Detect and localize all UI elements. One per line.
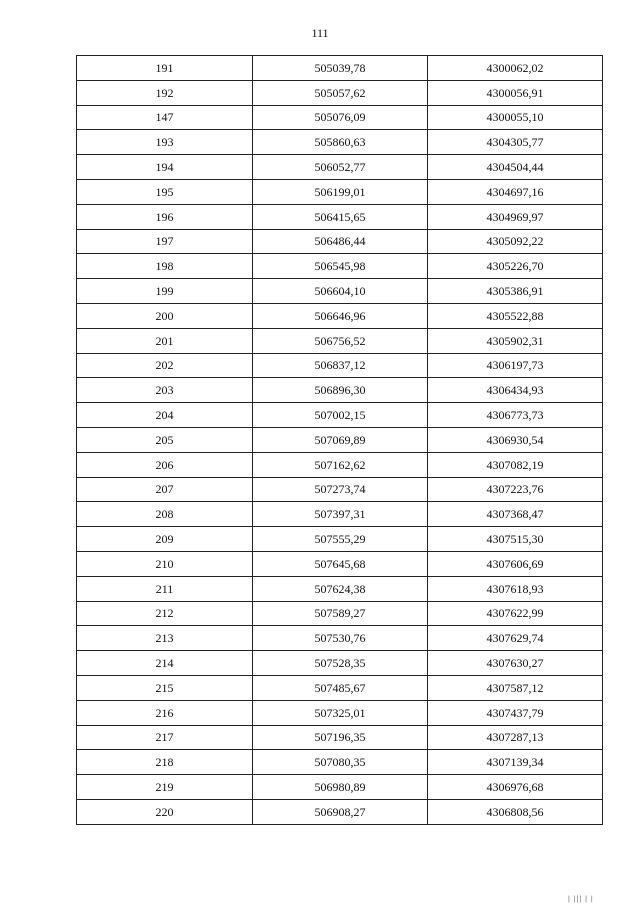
table-row — [77, 651, 603, 676]
table-row — [77, 328, 603, 353]
point-number-cell: 215 — [77, 675, 253, 700]
y-coordinate-cell: 4306197,73 — [428, 353, 603, 378]
point-number-cell: 147 — [77, 105, 253, 130]
table-row — [77, 427, 603, 452]
x-coordinate-cell: 506486,44 — [253, 229, 428, 254]
x-coordinate-cell: 507485,67 — [253, 675, 428, 700]
table-row — [77, 477, 603, 502]
x-coordinate-cell: 507624,38 — [253, 576, 428, 601]
y-coordinate-cell: 4307618,93 — [428, 576, 603, 601]
x-coordinate-cell: 506908,27 — [253, 799, 428, 824]
table-row — [77, 303, 603, 328]
point-number-cell: 201 — [77, 328, 253, 353]
point-number-cell: 209 — [77, 527, 253, 552]
point-number-cell: 200 — [77, 303, 253, 328]
x-coordinate-cell: 507002,15 — [253, 403, 428, 428]
y-coordinate-cell: 4307223,76 — [428, 477, 603, 502]
x-coordinate-cell: 505076,09 — [253, 105, 428, 130]
y-coordinate-cell: 4306976,68 — [428, 775, 603, 800]
y-coordinate-cell: 4306808,56 — [428, 799, 603, 824]
table-row — [77, 452, 603, 477]
x-coordinate-cell: 506545,98 — [253, 254, 428, 279]
x-coordinate-cell: 506646,96 — [253, 303, 428, 328]
x-coordinate-cell: 507589,27 — [253, 601, 428, 626]
x-coordinate-cell: 507162,62 — [253, 452, 428, 477]
table-row — [77, 130, 603, 155]
table-row — [77, 254, 603, 279]
y-coordinate-cell: 4304305,77 — [428, 130, 603, 155]
point-number-cell: 199 — [77, 279, 253, 304]
y-coordinate-cell: 4300056,91 — [428, 80, 603, 105]
y-coordinate-cell: 4305902,31 — [428, 328, 603, 353]
x-coordinate-cell: 505860,63 — [253, 130, 428, 155]
y-coordinate-cell: 4304697,16 — [428, 179, 603, 204]
table-row — [77, 725, 603, 750]
table-row — [77, 799, 603, 824]
x-coordinate-cell: 506896,30 — [253, 378, 428, 403]
table-row — [77, 403, 603, 428]
table-row — [77, 576, 603, 601]
x-coordinate-cell: 507325,01 — [253, 700, 428, 725]
x-coordinate-cell: 507530,76 — [253, 626, 428, 651]
table-row — [77, 105, 603, 130]
y-coordinate-cell: 4300055,10 — [428, 105, 603, 130]
table-row — [77, 601, 603, 626]
y-coordinate-cell: 4305522,88 — [428, 303, 603, 328]
table-row — [77, 700, 603, 725]
y-coordinate-cell: 4307437,79 — [428, 700, 603, 725]
table-row — [77, 179, 603, 204]
x-coordinate-cell: 507273,74 — [253, 477, 428, 502]
point-number-cell: 220 — [77, 799, 253, 824]
coordinates-table — [76, 55, 603, 825]
y-coordinate-cell: 4305092,22 — [428, 229, 603, 254]
y-coordinate-cell: 4307587,12 — [428, 675, 603, 700]
x-coordinate-cell: 506980,89 — [253, 775, 428, 800]
point-number-cell: 214 — [77, 651, 253, 676]
point-number-cell: 195 — [77, 179, 253, 204]
x-coordinate-cell: 507397,31 — [253, 502, 428, 527]
table-row — [77, 204, 603, 229]
x-coordinate-cell: 507528,35 — [253, 651, 428, 676]
y-coordinate-cell: 4305386,91 — [428, 279, 603, 304]
x-coordinate-cell: 506199,01 — [253, 179, 428, 204]
table-row — [77, 675, 603, 700]
point-number-cell: 192 — [77, 80, 253, 105]
table-row — [77, 353, 603, 378]
scan-footer-mark: | ||| | | — [568, 896, 594, 903]
point-number-cell: 191 — [77, 56, 253, 81]
point-number-cell: 208 — [77, 502, 253, 527]
point-number-cell: 212 — [77, 601, 253, 626]
point-number-cell: 202 — [77, 353, 253, 378]
table-row — [77, 551, 603, 576]
table-row — [77, 750, 603, 775]
point-number-cell: 205 — [77, 427, 253, 452]
point-number-cell: 206 — [77, 452, 253, 477]
point-number-cell: 204 — [77, 403, 253, 428]
x-coordinate-cell: 506604,10 — [253, 279, 428, 304]
x-coordinate-cell: 505039,78 — [253, 56, 428, 81]
x-coordinate-cell: 506837,12 — [253, 353, 428, 378]
y-coordinate-cell: 4307287,13 — [428, 725, 603, 750]
y-coordinate-cell: 4306434,93 — [428, 378, 603, 403]
y-coordinate-cell: 4306773,73 — [428, 403, 603, 428]
y-coordinate-cell: 4307606,69 — [428, 551, 603, 576]
y-coordinate-cell: 4306930,54 — [428, 427, 603, 452]
table-row — [77, 378, 603, 403]
table-row — [77, 56, 603, 81]
point-number-cell: 197 — [77, 229, 253, 254]
coordinates-table-body — [77, 56, 603, 825]
x-coordinate-cell: 507555,29 — [253, 527, 428, 552]
x-coordinate-cell: 507196,35 — [253, 725, 428, 750]
table-row — [77, 502, 603, 527]
y-coordinate-cell: 4300062,02 — [428, 56, 603, 81]
x-coordinate-cell: 507080,35 — [253, 750, 428, 775]
table-row — [77, 527, 603, 552]
point-number-cell: 218 — [77, 750, 253, 775]
point-number-cell: 210 — [77, 551, 253, 576]
table-row — [77, 229, 603, 254]
point-number-cell: 217 — [77, 725, 253, 750]
point-number-cell: 194 — [77, 155, 253, 180]
y-coordinate-cell: 4307368,47 — [428, 502, 603, 527]
y-coordinate-cell: 4307515,30 — [428, 527, 603, 552]
x-coordinate-cell: 507645,68 — [253, 551, 428, 576]
table-row — [77, 155, 603, 180]
table-row — [77, 775, 603, 800]
point-number-cell: 219 — [77, 775, 253, 800]
y-coordinate-cell: 4307629,74 — [428, 626, 603, 651]
y-coordinate-cell: 4307139,34 — [428, 750, 603, 775]
x-coordinate-cell: 506052,77 — [253, 155, 428, 180]
y-coordinate-cell: 4304969,97 — [428, 204, 603, 229]
point-number-cell: 207 — [77, 477, 253, 502]
y-coordinate-cell: 4304504,44 — [428, 155, 603, 180]
table-row — [77, 626, 603, 651]
point-number-cell: 203 — [77, 378, 253, 403]
point-number-cell: 198 — [77, 254, 253, 279]
point-number-cell: 196 — [77, 204, 253, 229]
point-number-cell: 193 — [77, 130, 253, 155]
x-coordinate-cell: 507069,89 — [253, 427, 428, 452]
x-coordinate-cell: 505057,62 — [253, 80, 428, 105]
y-coordinate-cell: 4305226,70 — [428, 254, 603, 279]
x-coordinate-cell: 506415,65 — [253, 204, 428, 229]
y-coordinate-cell: 4307082,19 — [428, 452, 603, 477]
y-coordinate-cell: 4307622,99 — [428, 601, 603, 626]
point-number-cell: 216 — [77, 700, 253, 725]
x-coordinate-cell: 506756,52 — [253, 328, 428, 353]
table-row — [77, 279, 603, 304]
table-row — [77, 80, 603, 105]
point-number-cell: 213 — [77, 626, 253, 651]
y-coordinate-cell: 4307630,27 — [428, 651, 603, 676]
point-number-cell: 211 — [77, 576, 253, 601]
page-number: 111 — [311, 26, 329, 40]
